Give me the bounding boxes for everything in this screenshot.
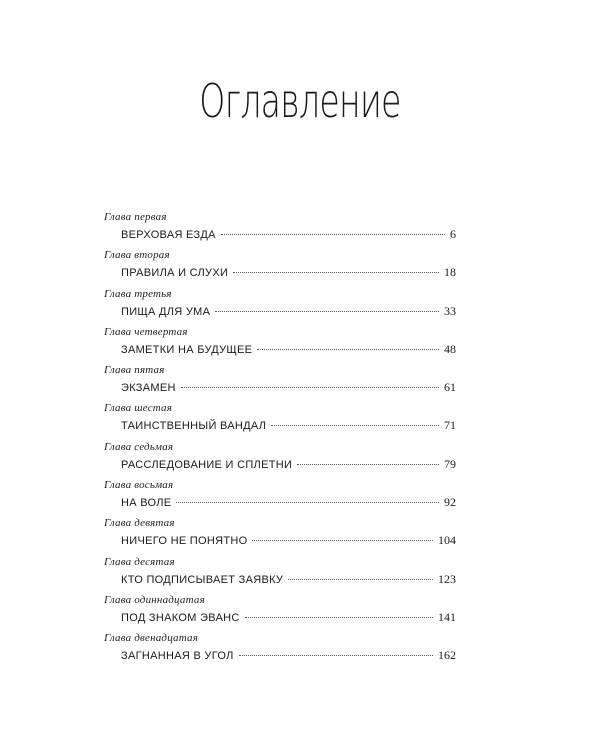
toc-entry[interactable] [104, 594, 456, 632]
chapter-title: ЭКЗАМЕН [121, 382, 176, 395]
chapter-title: ЗАГНАННАЯ В УГОЛ [121, 650, 234, 663]
toc-entry[interactable] [104, 632, 456, 670]
chapter-label: Глава одиннадцатая [104, 593, 205, 606]
chapter-label: Глава вторая [104, 249, 170, 262]
page-number: 104 [438, 533, 456, 548]
page-number: 123 [438, 571, 456, 586]
toc-entry[interactable] [104, 556, 456, 594]
chapter-label: Глава седьмая [104, 440, 174, 453]
chapter-title: ПРАВИЛА И СЛУХИ [121, 267, 229, 280]
toc-entry[interactable] [104, 364, 456, 402]
page-number: 92 [444, 495, 456, 510]
dot-leader [297, 464, 439, 465]
chapter-row [104, 304, 456, 320]
chapter-row [104, 495, 456, 511]
dot-leader [239, 655, 433, 656]
dot-leader [221, 234, 445, 235]
chapter-row [104, 533, 456, 549]
chapter-title: ПИЩА ДЛЯ УМА [121, 305, 211, 318]
chapter-row [104, 265, 456, 281]
chapter-row [104, 227, 456, 243]
chapter-label: Глава пятая [104, 364, 165, 377]
chapter-row [104, 648, 456, 664]
chapter-label: Глава девятая [104, 517, 175, 530]
dot-leader [271, 425, 439, 426]
toc-entry[interactable] [104, 249, 456, 287]
chapter-label: Глава восьмая [104, 479, 174, 492]
toc-entry[interactable] [104, 517, 456, 555]
dot-leader [257, 349, 439, 350]
toc-entry[interactable] [104, 326, 456, 364]
page-number: 48 [444, 341, 456, 356]
page-number: 6 [450, 227, 456, 241]
chapter-row [104, 572, 456, 588]
dot-leader [288, 579, 433, 580]
table-of-contents [104, 211, 456, 671]
dot-leader [176, 502, 439, 503]
chapter-row [104, 342, 456, 358]
toc-entry[interactable] [104, 211, 456, 249]
chapter-label: Глава первая [104, 211, 167, 223]
chapter-title: НА ВОЛЕ [121, 497, 172, 510]
chapter-label: Глава четвертая [104, 325, 188, 338]
page-number: 61 [444, 380, 456, 395]
toc-entry[interactable] [104, 441, 456, 479]
chapter-row [104, 610, 456, 626]
dot-leader [181, 387, 439, 388]
chapter-label: Глава шестая [104, 402, 173, 415]
chapter-title: ВЕРХОВАЯ ЕЗДА [121, 229, 216, 241]
chapter-label: Глава двенадцатая [104, 632, 199, 645]
dot-leader [245, 617, 433, 618]
page-number: 18 [444, 265, 456, 280]
toc-entry[interactable] [104, 288, 456, 326]
chapter-title: ЗАМЕТКИ НА БУДУЩЕЕ [121, 343, 253, 356]
chapter-row [104, 380, 456, 396]
page-number: 79 [444, 456, 456, 471]
chapter-title: ТАИНСТВЕННЫЙ ВАНДАЛ [121, 420, 267, 433]
page-number: 162 [438, 648, 456, 663]
chapter-title: КТО ПОДПИСЫВАЕТ ЗАЯВКУ [121, 573, 284, 586]
chapter-title: ПОД ЗНАКОМ ЭВАНС [121, 611, 240, 624]
page-number: 141 [438, 609, 456, 624]
chapter-title: НИЧЕГО НЕ ПОНЯТНО [121, 535, 248, 548]
chapter-label: Глава десятая [104, 555, 175, 568]
page-title: Оглавление [199, 74, 401, 128]
toc-entry[interactable] [104, 479, 456, 517]
chapter-row [104, 418, 456, 434]
dot-leader [252, 540, 433, 541]
dot-leader [233, 272, 439, 273]
page-number: 71 [444, 418, 456, 433]
page-number: 33 [444, 303, 456, 318]
dot-leader [215, 311, 439, 312]
chapter-title: РАССЛЕДОВАНИЕ И СПЛЕТНИ [121, 458, 293, 471]
toc-entry[interactable] [104, 402, 456, 440]
chapter-label: Глава третья [104, 287, 172, 300]
chapter-row [104, 457, 456, 473]
